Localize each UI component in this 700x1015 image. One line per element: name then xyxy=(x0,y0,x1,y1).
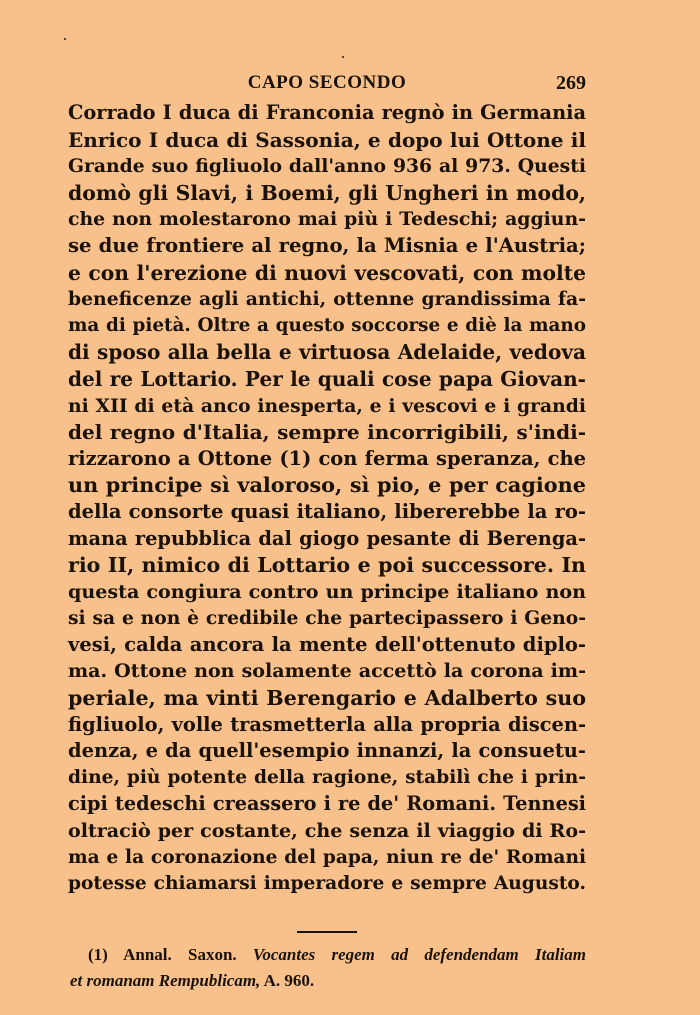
text-line: ma e la coronazione del papa, niun re de' Romani xyxy=(68,846,586,868)
text-line: dine, più potente della ragione, stabilì che i prin- xyxy=(68,766,586,788)
text-line: ma. Ottone non solamente accettò la corona im- xyxy=(68,660,586,683)
footnote-quote-2: et romanam Rempublicam, xyxy=(70,971,261,990)
footnote-year: A. 960. xyxy=(263,971,315,990)
text-line: potesse chiamarsi imperadore e sempre Augusto. xyxy=(68,873,586,895)
text-line: ni XII di età anco inesperta, e i vescovi e i grandi xyxy=(68,394,586,417)
text-line: beneficenze agli antichi, ottenne grandissima fa- xyxy=(68,288,586,311)
footnote-separator-rule xyxy=(297,931,357,933)
text-line: del regno d'Italia, sempre incorrigibili, s'indi- xyxy=(68,420,586,445)
text-line: di sposo alla bella e virtuosa Adelaide, vedova xyxy=(68,340,586,365)
text-line: oltraciò per costante, che senza il viaggio di Ro- xyxy=(68,820,586,843)
text-line: si sa e non è credibile che partecipassero i Geno- xyxy=(68,607,586,630)
text-line: figliuolo, volle trasmetterla alla propria discen- xyxy=(68,712,586,736)
text-line: ma di pietà. Oltre a questo soccorse e diè la mano xyxy=(68,314,586,336)
footnote-line-1 xyxy=(88,942,586,968)
footnote-quote-1: Vocantes regem ad defendendam Italiam xyxy=(252,945,587,964)
footnote-marker: (1) xyxy=(88,945,108,964)
text-line: della consorte quasi italiano, libererebbe la ro- xyxy=(68,499,586,523)
text-line: Grande suo figliuolo dall'anno 936 al 973. Questi xyxy=(68,155,586,178)
text-line: Corrado I duca di Franconia regnò in Germania xyxy=(68,101,586,124)
text-line: questa congiura contro un principe italiano non xyxy=(68,579,586,603)
print-speck xyxy=(64,38,66,40)
text-line: cipi tedeschi creassero i re de' Romani. Tennesi xyxy=(68,792,586,816)
text-line: Enrico I duca di Sassonia, e dopo lui Ottone il xyxy=(68,127,586,152)
text-line: periale, ma vinti Berengario e Adalberto suo xyxy=(68,686,586,711)
chapter-title: CAPO SECONDO xyxy=(247,72,407,93)
body-text xyxy=(68,100,586,898)
running-head xyxy=(68,72,586,100)
text-line: del re Lottario. Per le quali cose papa Giovan- xyxy=(68,366,586,391)
footnote xyxy=(70,942,587,994)
text-line: che non molestarono mai più i Tedeschi; aggiun- xyxy=(68,208,586,231)
page-number: 269 xyxy=(556,72,586,94)
text-line: un principe sì valoroso, sì pio, e per cagione xyxy=(68,472,586,498)
text-line: mana repubblica dal giogo pesante di Berenga- xyxy=(68,526,586,550)
footnote-source: Annal. Saxon. xyxy=(123,945,237,964)
text-line: denza, e da quell'esempio innanzi, la consuetu- xyxy=(68,739,586,763)
print-speck xyxy=(342,56,344,58)
text-line: rizzarono a Ottone (1) con ferma speranza, che xyxy=(68,446,586,470)
text-line: vesi, calda ancora la mente dell'ottenuto diplo- xyxy=(68,632,586,656)
text-line: e con l'erezione di nuovi vescovati, con molte xyxy=(68,260,586,285)
text-line: domò gli Slavi, i Boemi, gli Ungheri in modo, xyxy=(68,180,586,205)
footnote-line-2 xyxy=(70,968,586,994)
text-line: rio II, nimico di Lottario e poi successore. In xyxy=(68,553,586,578)
text-line: se due frontiere al regno, la Misnia e l'Austria; xyxy=(68,233,586,257)
